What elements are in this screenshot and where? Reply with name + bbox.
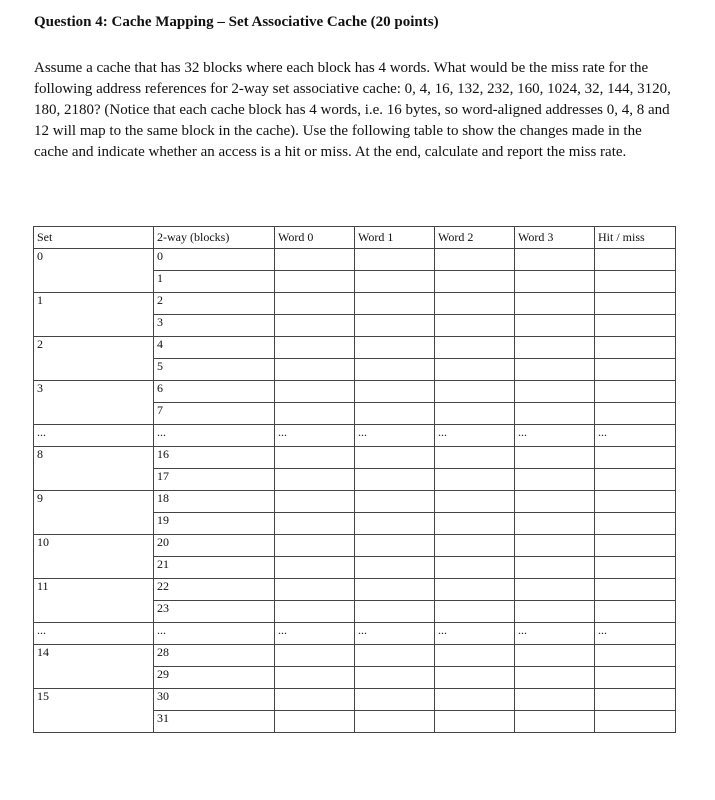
word-cell[interactable]	[435, 491, 515, 513]
word-cell[interactable]	[435, 293, 515, 315]
hit-miss-cell[interactable]	[595, 359, 676, 381]
column-header: 2-way (blocks)	[154, 227, 275, 249]
question-body: Assume a cache that has 32 blocks where each block has 4 words. What would be the miss rate for the following address references for 2-way set associative cache: 0, 4, 16, 132, 232, 160, 1024, 32, 144, 3120, 180, 2180? (Notice that each cache block has 4 words, i.e. 16 bytes, so word-aligned addresses 0, 4, 8 and 12 will map to the same block in the cache). Use the following table to show the changes made in the cache and indicate whether an access is a hit or miss. At the end, calculate and report the miss rate.	[34, 60, 671, 160]
block-cell: ...	[154, 623, 275, 645]
word-cell[interactable]	[435, 447, 515, 469]
word-cell[interactable]	[355, 667, 435, 689]
word-cell[interactable]	[435, 579, 515, 601]
block-cell: 31	[154, 711, 275, 733]
word-cell[interactable]	[275, 557, 355, 579]
table-row	[34, 535, 676, 557]
ellipsis-cell[interactable]: ...	[435, 425, 515, 447]
hit-miss-cell[interactable]	[595, 535, 676, 557]
word-cell[interactable]	[435, 667, 515, 689]
hit-miss-cell[interactable]	[595, 667, 676, 689]
word-cell[interactable]	[515, 645, 595, 667]
table-row	[34, 381, 676, 403]
hit-miss-cell[interactable]	[595, 447, 676, 469]
word-cell[interactable]	[435, 249, 515, 271]
block-cell: 21	[154, 557, 275, 579]
block-cell: 20	[154, 535, 275, 557]
set-cell: 15	[34, 689, 154, 733]
word-cell[interactable]	[355, 337, 435, 359]
word-cell[interactable]	[355, 359, 435, 381]
word-cell[interactable]	[275, 513, 355, 535]
word-cell[interactable]	[515, 557, 595, 579]
ellipsis-cell[interactable]: ...	[435, 623, 515, 645]
word-cell[interactable]	[355, 469, 435, 491]
word-cell[interactable]	[275, 711, 355, 733]
word-cell[interactable]	[435, 601, 515, 623]
set-cell: 11	[34, 579, 154, 623]
word-cell[interactable]	[275, 645, 355, 667]
question-title: Question 4: Cache Mapping – Set Associative Cache (20 points)	[34, 14, 439, 30]
word-cell[interactable]	[355, 711, 435, 733]
ellipsis-cell[interactable]: ...	[275, 623, 355, 645]
table-row	[34, 447, 676, 469]
word-cell[interactable]	[435, 337, 515, 359]
hit-miss-cell[interactable]	[595, 579, 676, 601]
set-cell: ...	[34, 623, 154, 645]
word-cell[interactable]	[435, 535, 515, 557]
word-cell[interactable]	[355, 249, 435, 271]
set-cell: 9	[34, 491, 154, 535]
block-cell: 22	[154, 579, 275, 601]
word-cell[interactable]	[435, 711, 515, 733]
set-cell: 3	[34, 381, 154, 425]
word-cell[interactable]	[355, 491, 435, 513]
set-cell: 0	[34, 249, 154, 293]
table-row	[34, 425, 676, 447]
word-cell[interactable]	[275, 315, 355, 337]
word-cell[interactable]	[515, 491, 595, 513]
table-row	[34, 337, 676, 359]
block-cell: 1	[154, 271, 275, 293]
block-cell: 7	[154, 403, 275, 425]
set-cell: ...	[34, 425, 154, 447]
column-header: Hit / miss	[595, 227, 676, 249]
word-cell[interactable]	[435, 689, 515, 711]
word-cell[interactable]	[435, 315, 515, 337]
word-cell[interactable]	[355, 535, 435, 557]
block-cell: 6	[154, 381, 275, 403]
hit-miss-cell[interactable]	[595, 469, 676, 491]
table-row	[34, 645, 676, 667]
word-cell[interactable]	[355, 315, 435, 337]
ellipsis-cell[interactable]: ...	[595, 623, 676, 645]
column-header: Word 3	[515, 227, 595, 249]
word-cell[interactable]	[515, 689, 595, 711]
hit-miss-cell[interactable]	[595, 249, 676, 271]
table-row	[34, 293, 676, 315]
word-cell[interactable]	[355, 601, 435, 623]
word-cell[interactable]	[355, 271, 435, 293]
hit-miss-cell[interactable]	[595, 337, 676, 359]
ellipsis-cell[interactable]: ...	[355, 623, 435, 645]
word-cell[interactable]	[355, 447, 435, 469]
word-cell[interactable]	[515, 337, 595, 359]
table-row	[34, 491, 676, 513]
column-header: Word 0	[275, 227, 355, 249]
word-cell[interactable]	[275, 601, 355, 623]
word-cell[interactable]	[435, 645, 515, 667]
set-cell: 14	[34, 645, 154, 689]
hit-miss-cell[interactable]	[595, 645, 676, 667]
block-cell: 23	[154, 601, 275, 623]
word-cell[interactable]	[515, 579, 595, 601]
word-cell[interactable]	[515, 513, 595, 535]
block-cell: 4	[154, 337, 275, 359]
word-cell[interactable]	[435, 381, 515, 403]
word-cell[interactable]	[275, 667, 355, 689]
word-cell[interactable]	[515, 535, 595, 557]
block-cell: 19	[154, 513, 275, 535]
word-cell[interactable]	[275, 359, 355, 381]
set-cell: 2	[34, 337, 154, 381]
word-cell[interactable]	[515, 359, 595, 381]
word-cell[interactable]	[355, 557, 435, 579]
word-cell[interactable]	[435, 513, 515, 535]
block-cell: 2	[154, 293, 275, 315]
hit-miss-cell[interactable]	[595, 601, 676, 623]
column-header: Word 1	[355, 227, 435, 249]
word-cell[interactable]	[515, 381, 595, 403]
word-cell[interactable]	[515, 293, 595, 315]
hit-miss-cell[interactable]	[595, 315, 676, 337]
table-row	[34, 579, 676, 601]
hit-miss-cell[interactable]	[595, 711, 676, 733]
word-cell[interactable]	[515, 249, 595, 271]
block-cell: 5	[154, 359, 275, 381]
word-cell[interactable]	[275, 293, 355, 315]
table-row	[34, 623, 676, 645]
block-cell: 17	[154, 469, 275, 491]
word-cell[interactable]	[515, 447, 595, 469]
word-cell[interactable]	[515, 667, 595, 689]
ellipsis-cell[interactable]: ...	[355, 425, 435, 447]
word-cell[interactable]	[435, 557, 515, 579]
block-cell: 28	[154, 645, 275, 667]
word-cell[interactable]	[515, 315, 595, 337]
word-cell[interactable]	[275, 447, 355, 469]
word-cell[interactable]	[515, 601, 595, 623]
column-header: Set	[34, 227, 154, 249]
word-cell[interactable]	[275, 491, 355, 513]
word-cell[interactable]	[355, 381, 435, 403]
word-cell[interactable]	[515, 271, 595, 293]
word-cell[interactable]	[275, 689, 355, 711]
block-cell: 30	[154, 689, 275, 711]
hit-miss-cell[interactable]	[595, 381, 676, 403]
word-cell[interactable]	[275, 535, 355, 557]
ellipsis-cell[interactable]: ...	[515, 623, 595, 645]
table-header-row	[34, 227, 676, 249]
word-cell[interactable]	[275, 249, 355, 271]
word-cell[interactable]	[515, 403, 595, 425]
block-cell: 3	[154, 315, 275, 337]
word-cell[interactable]	[355, 403, 435, 425]
word-cell[interactable]	[515, 711, 595, 733]
hit-miss-cell[interactable]	[595, 513, 676, 535]
word-cell[interactable]	[275, 403, 355, 425]
hit-miss-cell[interactable]	[595, 689, 676, 711]
word-cell[interactable]	[355, 689, 435, 711]
word-cell[interactable]	[275, 381, 355, 403]
word-cell[interactable]	[435, 271, 515, 293]
column-header: Word 2	[435, 227, 515, 249]
hit-miss-cell[interactable]	[595, 491, 676, 513]
ellipsis-cell[interactable]: ...	[515, 425, 595, 447]
set-cell: 10	[34, 535, 154, 579]
ellipsis-cell[interactable]: ...	[595, 425, 676, 447]
word-cell[interactable]	[435, 469, 515, 491]
set-cell: 8	[34, 447, 154, 491]
block-cell: 0	[154, 249, 275, 271]
word-cell[interactable]	[355, 513, 435, 535]
hit-miss-cell[interactable]	[595, 271, 676, 293]
set-cell: 1	[34, 293, 154, 337]
word-cell[interactable]	[355, 579, 435, 601]
block-cell: ...	[154, 425, 275, 447]
table-row	[34, 249, 676, 271]
block-cell: 18	[154, 491, 275, 513]
word-cell[interactable]	[515, 469, 595, 491]
word-cell[interactable]	[275, 579, 355, 601]
hit-miss-cell[interactable]	[595, 557, 676, 579]
block-cell: 29	[154, 667, 275, 689]
hit-miss-cell[interactable]	[595, 403, 676, 425]
table-row	[34, 689, 676, 711]
word-cell[interactable]	[435, 403, 515, 425]
word-cell[interactable]	[435, 359, 515, 381]
block-cell: 16	[154, 447, 275, 469]
word-cell[interactable]	[275, 271, 355, 293]
cache-table	[33, 226, 676, 733]
hit-miss-cell[interactable]	[595, 293, 676, 315]
word-cell[interactable]	[275, 469, 355, 491]
word-cell[interactable]	[355, 645, 435, 667]
word-cell[interactable]	[275, 337, 355, 359]
ellipsis-cell[interactable]: ...	[275, 425, 355, 447]
word-cell[interactable]	[355, 293, 435, 315]
